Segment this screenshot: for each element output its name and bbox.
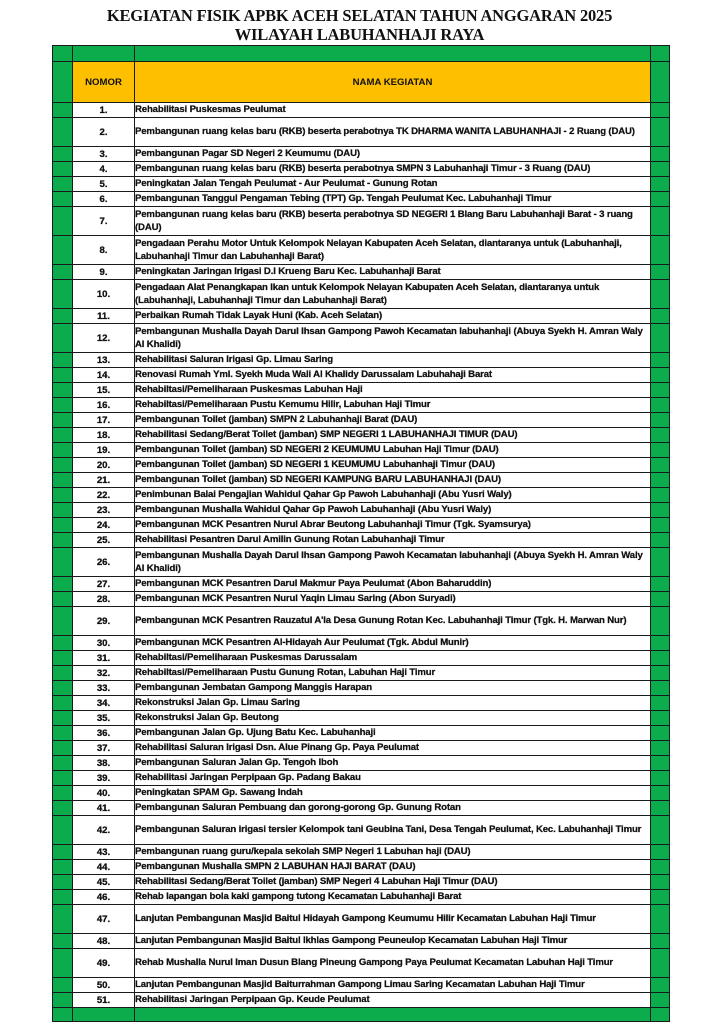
activity-name: Pembangunan Jembatan Gampong Manggis Harapan <box>135 681 651 696</box>
row-number: 39. <box>73 771 135 786</box>
table-row <box>53 368 670 383</box>
green-cell <box>651 177 670 192</box>
green-cell <box>651 934 670 949</box>
row-number: 47. <box>73 905 135 934</box>
table-row <box>53 636 670 651</box>
table-row <box>53 309 670 324</box>
table-row <box>53 993 670 1008</box>
table-row <box>53 756 670 771</box>
green-cell <box>53 265 73 280</box>
activity-name: Pembangunan Mushalla SMPN 2 LABUHAN HAJI BARAT (DAU) <box>135 860 651 875</box>
activity-name: Rehabilitasi Jaringan Perpipaan Gp. Padang Bakau <box>135 771 651 786</box>
table-row <box>53 860 670 875</box>
green-cell <box>53 905 73 934</box>
green-cell <box>651 651 670 666</box>
table-row <box>53 353 670 368</box>
activity-name: Lanjutan Pembangunan Masjid Baitul Hidayah Gampong Keumumu Hilir Kecamatan Labuhan Haji Timur <box>135 905 651 934</box>
green-cell <box>53 118 73 147</box>
green-cell <box>53 875 73 890</box>
bottom-green-band <box>53 1008 670 1022</box>
activity-name: Renovasi Rumah Yml. Syekh Muda Wali Al Khalidy Darussalam Labuhahaji Barat <box>135 368 651 383</box>
table-row <box>53 162 670 177</box>
green-cell <box>651 428 670 443</box>
green-cell <box>651 875 670 890</box>
green-cell <box>53 147 73 162</box>
green-cell <box>53 607 73 636</box>
activity-name: Pembangunan Toilet (jamban) SD NEGERI 2 KEUMUMU Labuhan Haji Timur (DAU) <box>135 443 651 458</box>
table-row <box>53 934 670 949</box>
green-cell <box>651 711 670 726</box>
table-row <box>53 398 670 413</box>
green-cell <box>53 845 73 860</box>
green-cell <box>53 711 73 726</box>
row-number: 26. <box>73 548 135 577</box>
activity-name: Pembangunan Mushalla Dayah Darul Ihsan Gampong Pawoh Kecamatan labuhanhaji (Abuya Syekh H. Amran Waly Al Khalidi) <box>135 548 651 577</box>
green-cell <box>651 636 670 651</box>
activity-name: Rehab lapangan bola kaki gampong tutong Kecamatan Labuhanhaji Barat <box>135 890 651 905</box>
row-number: 27. <box>73 577 135 592</box>
activity-name: Pembangunan MCK Pesantren Rauzatul A'la Desa Gunung Rotan Kec. Labuhanhaji Timur (Tgk. H. Marwan Nur) <box>135 607 651 636</box>
green-cell <box>651 265 670 280</box>
green-cell <box>651 488 670 503</box>
activity-name: Pembangunan Saluran Pembuang dan gorong-gorong Gp. Gunung Rotan <box>135 801 651 816</box>
green-cell <box>53 177 73 192</box>
activity-name: Pengadaan Perahu Motor Untuk Kelompok Nelayan Kabupaten Aceh Selatan, diantaranya untuk (Labuhanhaji, Labuhanhaji Timur dan Labuhanhaji Barat) <box>135 236 651 265</box>
green-cell <box>53 801 73 816</box>
row-number: 51. <box>73 993 135 1008</box>
row-number: 11. <box>73 309 135 324</box>
green-cell <box>73 1008 135 1022</box>
table-row <box>53 949 670 978</box>
table-row <box>53 875 670 890</box>
green-cell <box>651 801 670 816</box>
table-row <box>53 548 670 577</box>
green-cell <box>651 518 670 533</box>
row-number: 48. <box>73 934 135 949</box>
green-cell <box>651 696 670 711</box>
table-row <box>53 147 670 162</box>
green-cell <box>53 162 73 177</box>
activity-name: Peningkatan Jaringan Irigasi D.I Krueng Baru Kec. Labuhanhaji Barat <box>135 265 651 280</box>
activity-name: Pembangunan Jalan Gp. Ujung Batu Kec. Labuhanhaji <box>135 726 651 741</box>
table-row <box>53 786 670 801</box>
activity-name: Pengadaan Alat Penangkapan Ikan untuk Kelompok Nelayan Kabupaten Aceh Selatan, diantaranya untuk (Labuhanhaji, Labuhanhaji Timur dan Labuhanhaji Barat) <box>135 280 651 309</box>
table-row <box>53 473 670 488</box>
activity-name: Rehabilitasi Jaringan Perpipaan Gp. Keude Peulumat <box>135 993 651 1008</box>
green-cell <box>53 786 73 801</box>
green-cell <box>53 726 73 741</box>
table-row <box>53 845 670 860</box>
row-number: 24. <box>73 518 135 533</box>
green-cell <box>53 1008 73 1022</box>
row-number: 33. <box>73 681 135 696</box>
table-row <box>53 666 670 681</box>
green-cell <box>135 46 651 62</box>
row-number: 50. <box>73 978 135 993</box>
green-cell <box>651 845 670 860</box>
green-cell <box>53 236 73 265</box>
activity-name: Pembangunan Toilet (jamban) SD NEGERI 1 KEUMUMU Labuhanhaji Timur (DAU) <box>135 458 651 473</box>
green-cell <box>53 978 73 993</box>
activity-name: Rehabiltasi/Pemeliharaan Puskesmas Labuhan Haji <box>135 383 651 398</box>
table-row <box>53 771 670 786</box>
activity-name: Pembangunan Mushalla Dayah Darul Ihsan Gampong Pawoh Kecamatan labuhanhaji (Abuya Syekh H. Amran Waly Al Khalidi) <box>135 324 651 353</box>
table-row <box>53 801 670 816</box>
activity-name: Pembangunan MCK Pesantren Nurul Abrar Beutong Labuhanhaji Timur (Tgk. Syamsurya) <box>135 518 651 533</box>
row-number: 18. <box>73 428 135 443</box>
activity-name: Pembangunan MCK Pesantren Nurul Yaqin Limau Saring (Abon Suryadi) <box>135 592 651 607</box>
activity-name: Rehabiltasi/Pemeliharaan Pustu Kemumu Hilir, Labuhan Haji Timur <box>135 398 651 413</box>
row-number: 4. <box>73 162 135 177</box>
green-cell <box>53 548 73 577</box>
row-number: 5. <box>73 177 135 192</box>
table-row <box>53 458 670 473</box>
activity-name: Pembangunan ruang guru/kepala sekolah SMP Negeri 1 Labuhan haji (DAU) <box>135 845 651 860</box>
row-number: 16. <box>73 398 135 413</box>
row-number: 25. <box>73 533 135 548</box>
activity-name: Pembangunan Pagar SD Negeri 2 Keumumu (DAU) <box>135 147 651 162</box>
green-cell <box>53 353 73 368</box>
green-cell <box>651 46 670 62</box>
table-row <box>53 118 670 147</box>
row-number: 3. <box>73 147 135 162</box>
row-number: 6. <box>73 192 135 207</box>
row-number: 45. <box>73 875 135 890</box>
row-number: 29. <box>73 607 135 636</box>
table-row <box>53 383 670 398</box>
row-number: 44. <box>73 860 135 875</box>
green-cell <box>651 236 670 265</box>
green-cell <box>53 577 73 592</box>
green-cell <box>651 1008 670 1022</box>
green-cell <box>651 103 670 118</box>
table-row <box>53 711 670 726</box>
green-cell <box>53 681 73 696</box>
activity-name: Pembangunan Mushalla Wahidul Qahar Gp Pawoh Labuhanhaji (Abu Yusri Waly) <box>135 503 651 518</box>
green-cell <box>651 147 670 162</box>
table-row <box>53 978 670 993</box>
header-nama-kegiatan: NAMA KEGIATAN <box>135 62 651 103</box>
green-cell <box>53 816 73 845</box>
green-cell <box>651 533 670 548</box>
activity-name: Pembangunan MCK Pesantren Al-Hidayah Aur Peulumat (Tgk. Abdul Munir) <box>135 636 651 651</box>
green-cell <box>53 413 73 428</box>
green-cell <box>53 890 73 905</box>
row-number: 31. <box>73 651 135 666</box>
activity-name: Pembangunan Toilet (jamban) SMPN 2 Labuhanhaji Barat (DAU) <box>135 413 651 428</box>
table-row <box>53 428 670 443</box>
green-cell <box>53 696 73 711</box>
table-row <box>53 280 670 309</box>
green-cell <box>651 473 670 488</box>
activity-name: Pembangunan Saluran Jalan Gp. Tengoh Iboh <box>135 756 651 771</box>
green-cell <box>73 46 135 62</box>
green-cell <box>53 280 73 309</box>
activity-name: Rehabiltasi/Pemeliharaan Puskesmas Darussalam <box>135 651 651 666</box>
green-cell <box>651 383 670 398</box>
table-row <box>53 207 670 236</box>
row-number: 34. <box>73 696 135 711</box>
green-cell <box>651 62 670 103</box>
row-number: 38. <box>73 756 135 771</box>
green-cell <box>53 62 73 103</box>
row-number: 13. <box>73 353 135 368</box>
green-cell <box>53 458 73 473</box>
green-cell <box>53 949 73 978</box>
activity-name: Rehabilitasi Sedang/Berat Toilet (jamban) SMP Negeri 4 Labuhan Haji Timur (DAU) <box>135 875 651 890</box>
row-number: 42. <box>73 816 135 845</box>
green-cell <box>651 443 670 458</box>
activity-name: Rehabiltasi/Pemeliharaan Pustu Gunung Rotan, Labuhan Haji Timur <box>135 666 651 681</box>
header-nomor: NOMOR <box>73 62 135 103</box>
green-cell <box>53 383 73 398</box>
green-cell <box>651 890 670 905</box>
table-row <box>53 607 670 636</box>
green-cell <box>651 309 670 324</box>
table-row <box>53 651 670 666</box>
row-number: 49. <box>73 949 135 978</box>
activity-name: Lanjutan Pembangunan Masjid Baiturrahman Gampong Limau Saring Kecamatan Labuhan Haji Timur <box>135 978 651 993</box>
green-cell <box>651 458 670 473</box>
green-cell <box>651 993 670 1008</box>
green-cell <box>53 518 73 533</box>
green-cell <box>651 207 670 236</box>
green-cell <box>651 949 670 978</box>
activities-table <box>52 45 670 1022</box>
green-cell <box>53 428 73 443</box>
table-row <box>53 533 670 548</box>
green-cell <box>53 934 73 949</box>
row-number: 22. <box>73 488 135 503</box>
green-cell <box>651 726 670 741</box>
table-row <box>53 443 670 458</box>
green-cell <box>651 786 670 801</box>
green-cell <box>651 192 670 207</box>
title-line-1: KEGIATAN FISIK APBK ACEH SELATAN TAHUN ANGGARAN 2025 <box>106 6 613 25</box>
green-cell <box>53 443 73 458</box>
table-row <box>53 905 670 934</box>
row-number: 19. <box>73 443 135 458</box>
green-cell <box>53 860 73 875</box>
green-cell <box>651 324 670 353</box>
activity-name: Perbaikan Rumah Tidak Layak Huni (Kab. Aceh Selatan) <box>135 309 651 324</box>
activity-name: Rehabilitasi Saluran Irigasi Dsn. Alue Pinang Gp. Paya Peulumat <box>135 741 651 756</box>
table-row <box>53 236 670 265</box>
table-row <box>53 726 670 741</box>
green-cell <box>651 756 670 771</box>
green-cell <box>53 756 73 771</box>
green-cell <box>651 353 670 368</box>
activity-name: Pembangunan Toilet (jamban) SD NEGERI KAMPUNG BARU LABUHANHAJI (DAU) <box>135 473 651 488</box>
row-number: 9. <box>73 265 135 280</box>
row-number: 20. <box>73 458 135 473</box>
activity-name: Pembangunan ruang kelas baru (RKB) beserta perabotnya SD NEGERI 1 Blang Baru Labuhanhaji Barat - 3 ruang (DAU) <box>135 207 651 236</box>
green-cell <box>651 548 670 577</box>
table-row <box>53 177 670 192</box>
green-cell <box>651 368 670 383</box>
green-cell <box>651 577 670 592</box>
green-cell <box>651 771 670 786</box>
activity-name: Rehab Mushalla Nurul Iman Dusun Blang Pineung Gampong Paya Peulumat Kecamatan Labuhan Haji Timur <box>135 949 651 978</box>
green-cell <box>135 1008 651 1022</box>
table-row <box>53 324 670 353</box>
green-cell <box>651 503 670 518</box>
row-number: 41. <box>73 801 135 816</box>
green-cell <box>53 636 73 651</box>
activity-name: Rehabilitasi Sedang/Berat Toilet (jamban) SMP NEGERI 1 LABUHANHAJI TIMUR (DAU) <box>135 428 651 443</box>
row-number: 21. <box>73 473 135 488</box>
table-row <box>53 192 670 207</box>
table-row <box>53 265 670 280</box>
title-line-2: WILAYAH LABUHANHAJI RAYA <box>234 25 485 44</box>
green-cell <box>53 771 73 786</box>
green-cell <box>651 413 670 428</box>
row-number: 40. <box>73 786 135 801</box>
green-cell <box>651 741 670 756</box>
green-cell <box>53 533 73 548</box>
table-row <box>53 890 670 905</box>
green-cell <box>53 503 73 518</box>
row-number: 36. <box>73 726 135 741</box>
document-title <box>0 6 719 44</box>
green-cell <box>53 651 73 666</box>
green-cell <box>651 905 670 934</box>
row-number: 17. <box>73 413 135 428</box>
row-number: 2. <box>73 118 135 147</box>
green-cell <box>53 103 73 118</box>
table-row <box>53 696 670 711</box>
green-cell <box>651 681 670 696</box>
green-cell <box>651 816 670 845</box>
row-number: 30. <box>73 636 135 651</box>
activity-name: Pembangunan ruang kelas baru (RKB) beserta perabotnya SMPN 3 Labuhanhaji Timur - 3 Ruang (DAU) <box>135 162 651 177</box>
green-cell <box>651 162 670 177</box>
row-number: 7. <box>73 207 135 236</box>
activity-name: Rehabilitasi Puskesmas Peulumat <box>135 103 651 118</box>
activity-name: Rekonstruksi Jalan Gp. Beutong <box>135 711 651 726</box>
activity-name: Lanjutan Pembangunan Masjid Baitul Ikhlas Gampong Peuneulop Kecamatan Labuhan Haji Timur <box>135 934 651 949</box>
activity-name: Pembangunan MCK Pesantren Darul Makmur Paya Peulumat (Abon Baharuddin) <box>135 577 651 592</box>
activity-name: Rehabilitasi Saluran Irigasi Gp. Limau Saring <box>135 353 651 368</box>
green-cell <box>53 309 73 324</box>
table-row <box>53 816 670 845</box>
table-row <box>53 413 670 428</box>
row-number: 15. <box>73 383 135 398</box>
green-cell <box>651 978 670 993</box>
table-row <box>53 681 670 696</box>
row-number: 37. <box>73 741 135 756</box>
green-cell <box>53 993 73 1008</box>
table-row <box>53 488 670 503</box>
activity-name: Penimbunan Balai Pengajian Wahidul Qahar Gp Pawoh Labuhanhaji (Abu Yusri Waly) <box>135 488 651 503</box>
row-number: 23. <box>73 503 135 518</box>
green-cell <box>53 192 73 207</box>
row-number: 14. <box>73 368 135 383</box>
row-number: 32. <box>73 666 135 681</box>
row-number: 43. <box>73 845 135 860</box>
green-cell <box>651 607 670 636</box>
activity-name: Pembangunan ruang kelas baru (RKB) beserta perabotnya TK DHARMA WANITA LABUHANHAJI - 2 Ruang (DAU) <box>135 118 651 147</box>
green-cell <box>53 398 73 413</box>
activity-name: Peningkatan Jalan Tengah Peulumat - Aur Peulumat - Gunung Rotan <box>135 177 651 192</box>
green-cell <box>651 860 670 875</box>
green-cell <box>53 741 73 756</box>
row-number: 10. <box>73 280 135 309</box>
table-row <box>53 503 670 518</box>
green-cell <box>53 368 73 383</box>
green-cell <box>53 324 73 353</box>
activity-name: Pembangunan Tanggul Pengaman Tebing (TPT) Gp. Tengah Peulumat Kec. Labuhanhaji Timur <box>135 192 651 207</box>
activity-name: Rehabilitasi Pesantren Darul Amilin Gunung Rotan Labuhanhaji Timur <box>135 533 651 548</box>
row-number: 35. <box>73 711 135 726</box>
table-row <box>53 592 670 607</box>
green-cell <box>53 207 73 236</box>
row-number: 46. <box>73 890 135 905</box>
table-row <box>53 103 670 118</box>
green-cell <box>651 666 670 681</box>
row-number: 8. <box>73 236 135 265</box>
green-cell <box>651 280 670 309</box>
row-number: 12. <box>73 324 135 353</box>
green-cell <box>53 592 73 607</box>
table-row <box>53 741 670 756</box>
table-header-row <box>53 62 670 103</box>
activity-name: Peningkatan SPAM Gp. Sawang Indah <box>135 786 651 801</box>
green-cell <box>53 46 73 62</box>
green-cell <box>651 118 670 147</box>
green-cell <box>651 398 670 413</box>
table-row <box>53 518 670 533</box>
row-number: 28. <box>73 592 135 607</box>
row-number: 1. <box>73 103 135 118</box>
green-cell <box>53 666 73 681</box>
green-cell <box>53 473 73 488</box>
green-cell <box>53 488 73 503</box>
activity-name: Pembangunan Saluran irigasi tersier Kelompok tani Geubina Tani, Desa Tengah Peulumat, Kec. Labuhanhaji Timur <box>135 816 651 845</box>
green-cell <box>651 592 670 607</box>
table-row <box>53 577 670 592</box>
top-green-band <box>53 46 670 62</box>
activity-name: Rekonstruksi Jalan Gp. Limau Saring <box>135 696 651 711</box>
